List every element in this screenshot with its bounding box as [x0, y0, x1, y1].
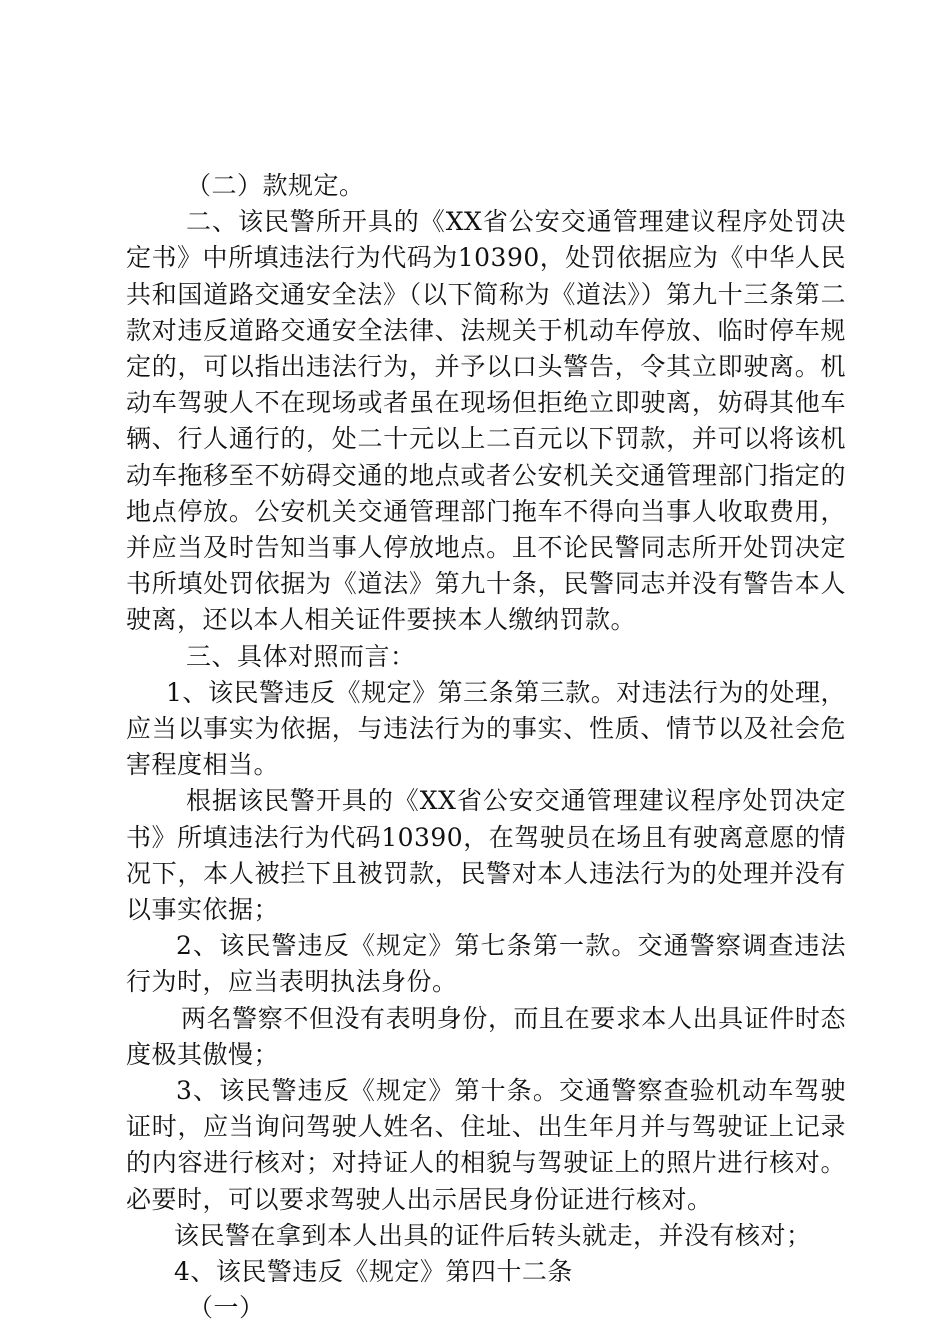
paragraph: 3、该民警违反《规定》第十条。交通警察查验机动车驾驶证时，应当询问驾驶人姓名、住址、出生年月并与驾驶证上记录的内容进行核对；对持证人的相貌与驾驶证上的照片进行核对。必要时，可以要求驾驶人出示居民身份证进行核对。: [126, 1076, 846, 1214]
paragraph: 1、该民警违反《规定》第三条第三款。对违法行为的处理，应当以事实为依据，与违法行为的事实、性质、情节以及社会危害程度相当。: [126, 677, 846, 780]
paragraph: 2、该民警违反《规定》第七条第一款。交通警察调查违法行为时，应当表明执法身份。: [126, 931, 846, 997]
paragraph: 该民警在拿到本人出具的证件后转头就走，并没有核对；: [174, 1220, 812, 1250]
document-body: [126, 168, 846, 1327]
paragraph: 二、该民警所开具的《XX省公安交通管理建议程序处罚决定书》中所填违法行为代码为10390，处罚依据应为《中华人民共和国道路交通安全法》（以下简称为《道法》）第九十三条第二款对违反道路交通安全法律、法规关于机动车停放、临时停车规定的，可以指出违法行为，并予以口头警告，令其立即驶离。机动车驾驶人不在现场或者虽在现场但拒绝立即驶离，妨碍其他车辆、行人通行的，处二十元以上二百元以下罚款，并可以将该机动车拖移至不妨碍交通的地点或者公安机关交通管理部门指定的地点停放。公安机关交通管理部门拖车不得向当事人收取费用，并应当及时告知当事人停放地点。且不论民警同志所开处罚决定书所填处罚依据为《道法》第九十条，民警同志并没有警告本人驶离，还以本人相关证件要挟本人缴纳罚款。: [126, 207, 846, 635]
paragraph: 4、该民警违反《规定》第四十二条: [174, 1257, 573, 1287]
paragraph: （二）款规定。: [186, 171, 365, 200]
paragraph: 三、具体对照而言：: [186, 641, 416, 671]
paragraph: 根据该民警开具的《XX省公安交通管理建议程序处罚决定书》所填违法行为代码10390，在驾驶员在场且有驶离意愿的情况下，本人被拦下且被罚款，民警对本人违法行为的处理并没有以事实依据；: [126, 786, 846, 925]
paragraph: 两名警察不但没有表明身份，而且在要求本人出具证件时态度极其傲慢；: [126, 1003, 846, 1069]
paragraph: （一）: [188, 1293, 265, 1323]
